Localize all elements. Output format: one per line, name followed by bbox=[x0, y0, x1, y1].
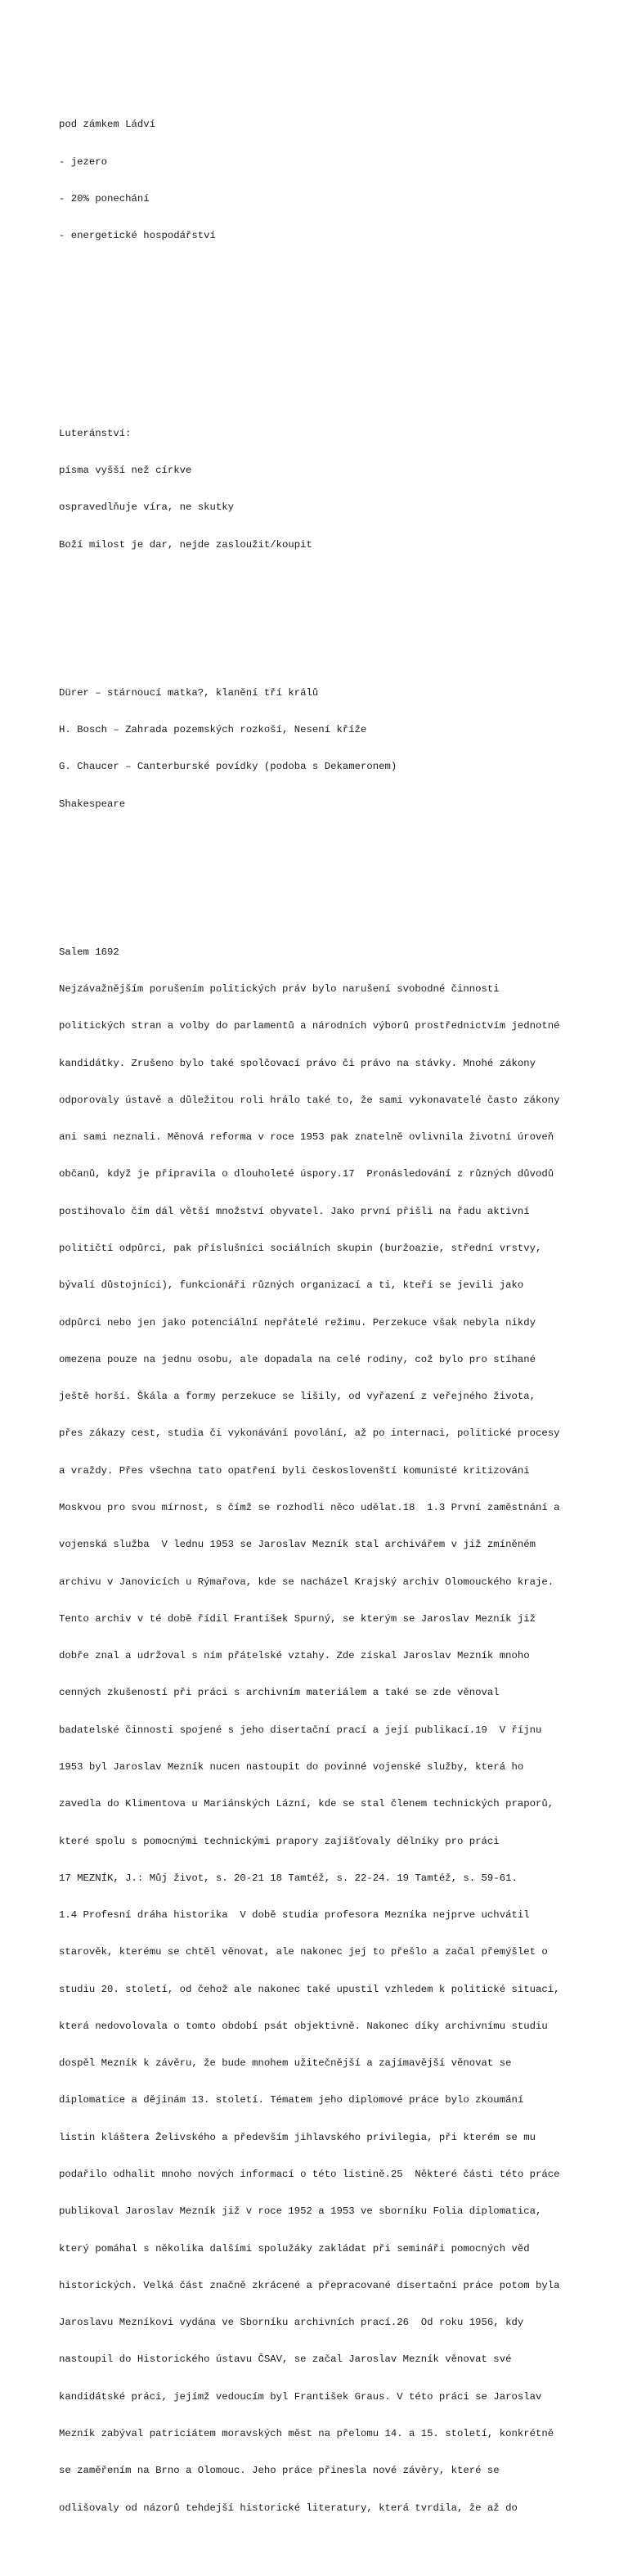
text-line: Salem 1692 bbox=[59, 946, 119, 958]
text-line: Mezník zabýval patriciátem moravských měst na přelomu 14. a 15. století, konkrétně bbox=[59, 2428, 554, 2439]
text-line: se zaměřením na Brno a Olomouc. Jeho práce přinesla nové závěry, které se bbox=[59, 2465, 500, 2477]
text-line: listin kláštera Želivského a především jihlavského privilegia, při kterém se mu bbox=[59, 2131, 536, 2143]
document-text bbox=[59, 57, 582, 2576]
text-line: Tento archiv v té době řídil František Spurný, se kterým se Jaroslav Mezník již bbox=[59, 1612, 536, 1625]
text-line: který pomáhal s několika dalšími spolužáky zakládat při semináři pomocných věd bbox=[59, 2242, 530, 2255]
text-line: odpůrci nebo jen jako potenciální nepřátelé režimu. Perzekuce však nebyla nikdy bbox=[59, 1316, 536, 1328]
text-line: archivu v Janovicích u Rýmařova, kde se nacházel Krajský archiv Olomouckého kraje. bbox=[59, 1576, 554, 1588]
text-line: politických stran a volby do parlamentů a národních výborů prostřednictvím jednotné bbox=[59, 1020, 560, 1032]
text-line: - jezero bbox=[59, 155, 108, 168]
text-line: diplomatice a dějinám 13. století. Tématem jeho diplomové práce bylo zkoumání bbox=[59, 2094, 524, 2106]
text-line: publikoval Jaroslav Mezník již v roce 1952 a 1953 ve sborníku Folia diplomatica, bbox=[59, 2205, 542, 2218]
text-line: občanů, když je připravila o dlouholeté úspory.17 Pronásledování z různých důvodů bbox=[59, 1168, 554, 1180]
text-line: ani sami neznali. Měnová reforma v roce 1953 pak znatelně ovlivnila životní úroveň bbox=[59, 1131, 554, 1144]
notes-artists bbox=[59, 663, 582, 835]
text-line: ještě horší. Škála a formy perzekuce se lišily, od vyřazení z veřejného života, bbox=[59, 1391, 536, 1403]
text-line: písma vyšší než církve bbox=[59, 465, 192, 477]
footnote-line: 17 MEZNÍK, J.: Můj život, s. 20-21 18 Tamtéž, s. 22-24. 19 Tamtéž, s. 59-61. bbox=[59, 1872, 518, 1884]
text-line: H. Bosch – Zahrada pozemských rozkoší, Nesení kříže bbox=[59, 724, 367, 736]
text-line: Dürer – stárnoucí matka?, klanění tří králů bbox=[59, 686, 319, 699]
text-line: nastoupil do Historického ústavu ČSAV, se začal Jaroslav Mezník věnovat své bbox=[59, 2353, 512, 2366]
text-line: 1.4 Profesní dráha historika V době studia profesora Mezníka nejprve uchvátil bbox=[59, 1909, 530, 1922]
notes-lutheranism bbox=[59, 403, 582, 576]
notes-main-text bbox=[59, 922, 582, 2539]
text-line: dospěl Mezník k závěru, že bude mnohem užitečnější a zajímavější věnovat se bbox=[59, 2057, 512, 2070]
text-line: Moskvou pro svou mírnost, s čímž se rozhodli něco udělat.18 1.3 První zaměstnání a bbox=[59, 1501, 560, 1513]
text-line: vojenská služba V lednu 1953 se Jaroslav Mezník stal archivářem v již zmíněném bbox=[59, 1539, 536, 1551]
text-line: cenných zkušeností při práci s archivním materiálem a také se zde věnoval bbox=[59, 1687, 500, 1699]
text-line: které spolu s pomocnými technickými prapory zajišťovaly dělníky pro práci bbox=[59, 1835, 500, 1847]
notes-ladvi bbox=[59, 94, 582, 267]
text-line: dobře znal a udržoval s ním přátelské vztahy. Zde získal Jaroslav Mezník mnoho bbox=[59, 1650, 530, 1662]
text-line: - 20% ponechání bbox=[59, 193, 150, 205]
text-line: podařilo odhalit mnoho nových informací o této listině.25 Některé části této práce bbox=[59, 2169, 560, 2181]
text-line: Jaroslavu Mezníkovi vydána ve Sborníku archivních prací.26 Od roku 1956, kdy bbox=[59, 2317, 524, 2329]
text-line: historických. Velká část značně zkrácené a přepracované disertační práce potom byla bbox=[59, 2279, 560, 2291]
text-line: Boží milost je dar, nejde zasloužit/koupit bbox=[59, 538, 312, 551]
text-line: postihovalo čím dál větší množství obyvatel. Jako první přišli na řadu aktivní bbox=[59, 1205, 530, 1217]
text-line: odporovaly ústavě a důležitou roli hrálo také to, že sami vykonavatelé často zákony bbox=[59, 1094, 560, 1106]
text-line: pod zámkem Ládví bbox=[59, 119, 156, 131]
text-line: zavedla do Klimentova u Mariánských Lázní, kde se stal členem technických praporů, bbox=[59, 1798, 554, 1810]
text-line: Luteránství: bbox=[59, 427, 132, 439]
text-line: kandidátky. Zrušeno bylo také spolčovací právo či právo na stávky. Mnohé zákony bbox=[59, 1057, 536, 1069]
text-line: odlišovaly od názorů tehdejší historické literatury, která tvrdila, že až do bbox=[59, 2502, 518, 2514]
text-line: a vraždy. Přes všechna tato opatření byli českoslovenští komunisté kritizováni bbox=[59, 1464, 530, 1477]
text-line: Shakespeare bbox=[59, 798, 126, 810]
text-line: starověk, kterému se chtěl věnovat, ale nakonec jej to přešlo a začal přemýšlet o bbox=[59, 1946, 548, 1958]
text-line: - energetické hospodářství bbox=[59, 230, 216, 242]
text-line: studiu 20. století, od čehož ale nakonec také upustil vzhledem k politické situaci, bbox=[59, 1983, 560, 1995]
text-line: 1953 byl Jaroslav Mezník nucen nastoupit do povinné vojenské služby, která ho bbox=[59, 1760, 524, 1773]
text-line: političtí odpůrci, pak příslušníci sociálních skupin (buržoazie, střední vrstvy, bbox=[59, 1243, 542, 1254]
text-line: ospravedlňuje víra, ne skutky bbox=[59, 501, 235, 514]
text-line: bývalí důstojníci), funkcionáři různých organizací a ti, kteří se jevili jako bbox=[59, 1279, 524, 1292]
text-line: omezena pouze na jednu osobu, ale dopadala na celé rodiny, což bylo pro stíhané bbox=[59, 1353, 536, 1365]
text-line: G. Chaucer – Canterburské povídky (podoba s Dekameronem) bbox=[59, 761, 397, 773]
text-line: přes zákazy cest, studia či vykonávání povolání, až po internaci, politické procesy bbox=[59, 1427, 560, 1440]
text-line: Nejzávažnějším porušením politických práv bylo narušení svobodné činnosti bbox=[59, 983, 500, 996]
text-line: která nedovolovala o tomto období psát objektivně. Nakonec díky archivnímu studiu bbox=[59, 2020, 548, 2032]
text-line: kandidátské práci, jejímž vedoucím byl František Graus. V této práci se Jaroslav bbox=[59, 2390, 542, 2403]
text-line: badatelské činnosti spojené s jeho disertační prací a její publikací.19 V říjnu bbox=[59, 1724, 542, 1736]
